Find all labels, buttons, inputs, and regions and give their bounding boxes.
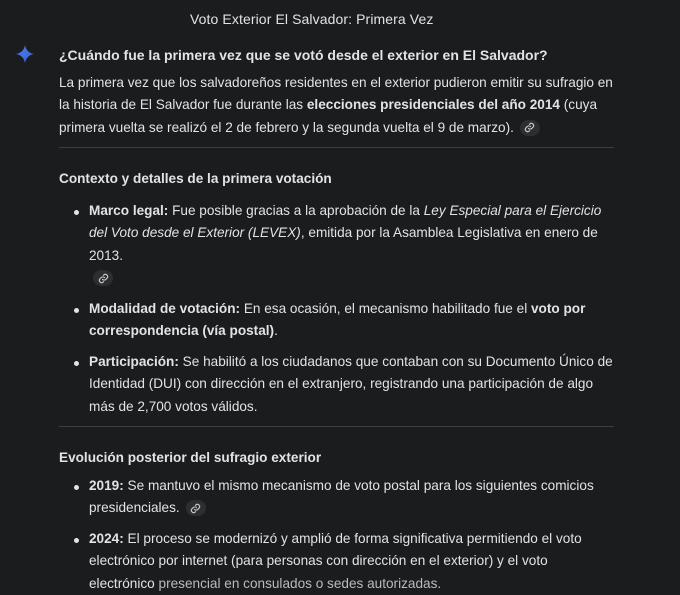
- item-label: 2019:: [89, 478, 124, 493]
- source-link-chip[interactable]: [186, 500, 206, 516]
- link-icon: [524, 122, 535, 133]
- item-strong: voto por correspondencia (vía postal): [89, 301, 585, 339]
- item-label: Participación:: [89, 354, 179, 369]
- list-item: [59, 351, 614, 419]
- divider: [59, 147, 614, 148]
- source-link-chip[interactable]: [520, 120, 540, 136]
- item-text-faded: presencial en consulados o sedes autorizadas.: [159, 576, 442, 591]
- source-link-chip[interactable]: [93, 270, 113, 286]
- list-item: [59, 200, 614, 290]
- response-content: [59, 44, 614, 595]
- question-heading: ¿Cuándo fue la primera vez que se votó desde el exterior en El Salvador?: [59, 44, 614, 67]
- link-icon: [190, 503, 201, 514]
- list-item: [59, 528, 614, 595]
- item-label: 2024:: [89, 531, 124, 546]
- intro-text-c: (cuya primera vuelta se realizó el 2 de febrero y la segunda vuelta el 9 de marzo).: [59, 97, 597, 135]
- conversation-title: Voto Exterior El Salvador: Primera Vez: [190, 11, 433, 27]
- item-text-2: , emitida por la Asamblea Legislativa en enero de 2013.: [89, 225, 598, 263]
- item-text: En esa ocasión, el mecanismo habilitado fue el: [240, 301, 531, 316]
- item-text-2: .: [274, 323, 278, 338]
- item-text: El proceso se modernizó y amplió de forma significativa permitiendo el voto electrónico por internet (para personas con dirección en el exterior) y el voto electrónico: [89, 531, 582, 591]
- section-heading-evolution: Evolución posterior del sufragio exterior: [59, 447, 614, 470]
- item-label: Marco legal:: [89, 203, 168, 218]
- item-text: Se habilitó a los ciudadanos que contaban con su Documento Único de Identidad (DUI) con dirección en el extranjero, registrando una participación de algo más de 2,700 votos válidos.: [89, 354, 613, 414]
- gemini-sparkle-icon: [15, 44, 35, 64]
- section-heading-context: Contexto y detalles de la primera votación: [59, 168, 614, 191]
- item-emphasis: Ley Especial para el Ejercicio del Voto desde el Exterior (LEVEX): [89, 203, 601, 241]
- item-text: Fue posible gracias a la aprobación de la: [168, 203, 423, 218]
- item-text: Se mantuvo el mismo mecanismo de voto postal para los siguientes comicios presidenciales.: [89, 478, 594, 516]
- item-label: Modalidad de votación:: [89, 301, 240, 316]
- context-list: [59, 200, 614, 419]
- intro-text-a: La primera vez que los salvadoreños residentes en el exterior pudieron emitir su sufragio en la historia de El Salvador fue durante las: [59, 75, 613, 113]
- list-item: [59, 475, 614, 520]
- evolution-list: [59, 475, 614, 595]
- intro-highlight: elecciones presidenciales del año 2014: [307, 97, 560, 112]
- link-icon: [98, 273, 109, 284]
- divider: [59, 426, 614, 427]
- list-item: [59, 298, 614, 343]
- intro-paragraph: [59, 72, 614, 140]
